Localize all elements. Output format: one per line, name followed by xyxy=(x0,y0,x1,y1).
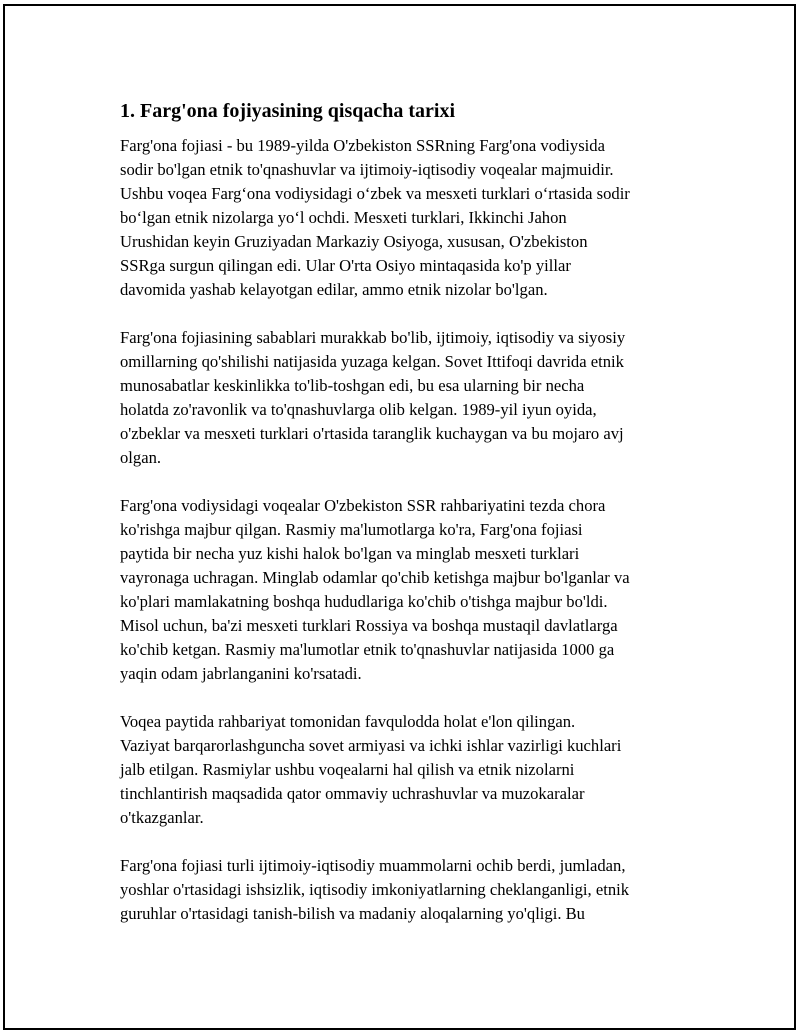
paragraph-4: Voqea paytida rahbariyat tomonidan favqulodda holat e'lon qilingan. Vaziyat barqarorlashguncha sovet armiyasi va ichki ishlar vazirligi kuchlari jalb etilgan. Rasmiylar ushbu voqealarni hal qilish va etnik nizolarni tinchlantirish maqsadida qator ommaviy uchrashuvlar va muzokaralar o'tkazganlar. xyxy=(120,712,622,827)
paragraph-3: Farg'ona vodiysidagi voqealar O'zbekiston SSR rahbariyatini tezda chora ko'rishga majbur qilgan. Rasmiy ma'lumotlarga ko'ra, Farg'ona fojiasi paytida bir necha yuz kishi halok bo'lgan va minglab mesxeti turklari vayronaga uchragan. Minglab odamlar qo'chib ketishga majbur bo'lganlar va ko'plari mamlakatning boshqa hududlariga ko'chib o'tishga majbur bo'ldi. Misol uchun, ba'zi mesxeti turklari Rossiya va boshqa mustaqil davlatlarga ko'chib ketgan. Rasmiy ma'lumotlar etnik to'qnashuvlar natijasida 1000 ga yaqin odam jabrlanganini ko'rsatadi. xyxy=(120,496,630,683)
paragraph-1: Farg'ona fojiasi - bu 1989-yilda O'zbekiston SSRning Farg'ona vodiysida sodir bo'lgan etnik to'qnashuvlar va ijtimoiy-iqtisodiy voqealar majmuidir. Ushbu voqea Farg‘ona vodiysidagi o‘zbek va mesxeti turklari o‘rtasida sodir bo‘lgan etnik nizolarga yo‘l ochdi. Mesxeti turklari, Ikkinchi Jahon Urushidan keyin Gruziyadan Markaziy Osiyoga, xususan, O'zbekiston SSRga surgun qilingan edi. Ular O'rta Osiyo mintaqasida ko'p yillar davomida yashab kelayotgan edilar, ammo etnik nizolar bo'lgan. xyxy=(120,136,630,299)
paragraph-5: Farg'ona fojiasi turli ijtimoiy-iqtisodiy muammolarni ochib berdi, jumladan, yoshlar o'rtasidagi ishsizlik, iqtisodiy imkoniyatlarning cheklanganligi, etnik guruhlar o'rtasidagi tanish-bilish va madaniy aloqalarning yo'qligi. Bu xyxy=(120,856,630,923)
document-title: 1. Farg'ona fojiyasining qisqacha tarixi xyxy=(120,100,456,122)
document-body xyxy=(120,97,700,950)
paragraph-2: Farg'ona fojiasining sabablari murakkab bo'lib, ijtimoiy, iqtisodiy va siyosiy omillarning qo'shilishi natijasida yuzaga kelgan. Sovet Ittifoqi davrida etnik munosabatlar keskinlikka to'lib-toshgan edi, bu esa ularning bir necha holatda zo'ravonlik va to'qnashuvlarga olib kelgan. 1989-yil iyun oyida, o'zbeklar va mesxeti turklari o'rtasida taranglik kuchaygan va bu mojaro avj olgan. xyxy=(120,328,626,467)
document-page xyxy=(3,4,796,1030)
